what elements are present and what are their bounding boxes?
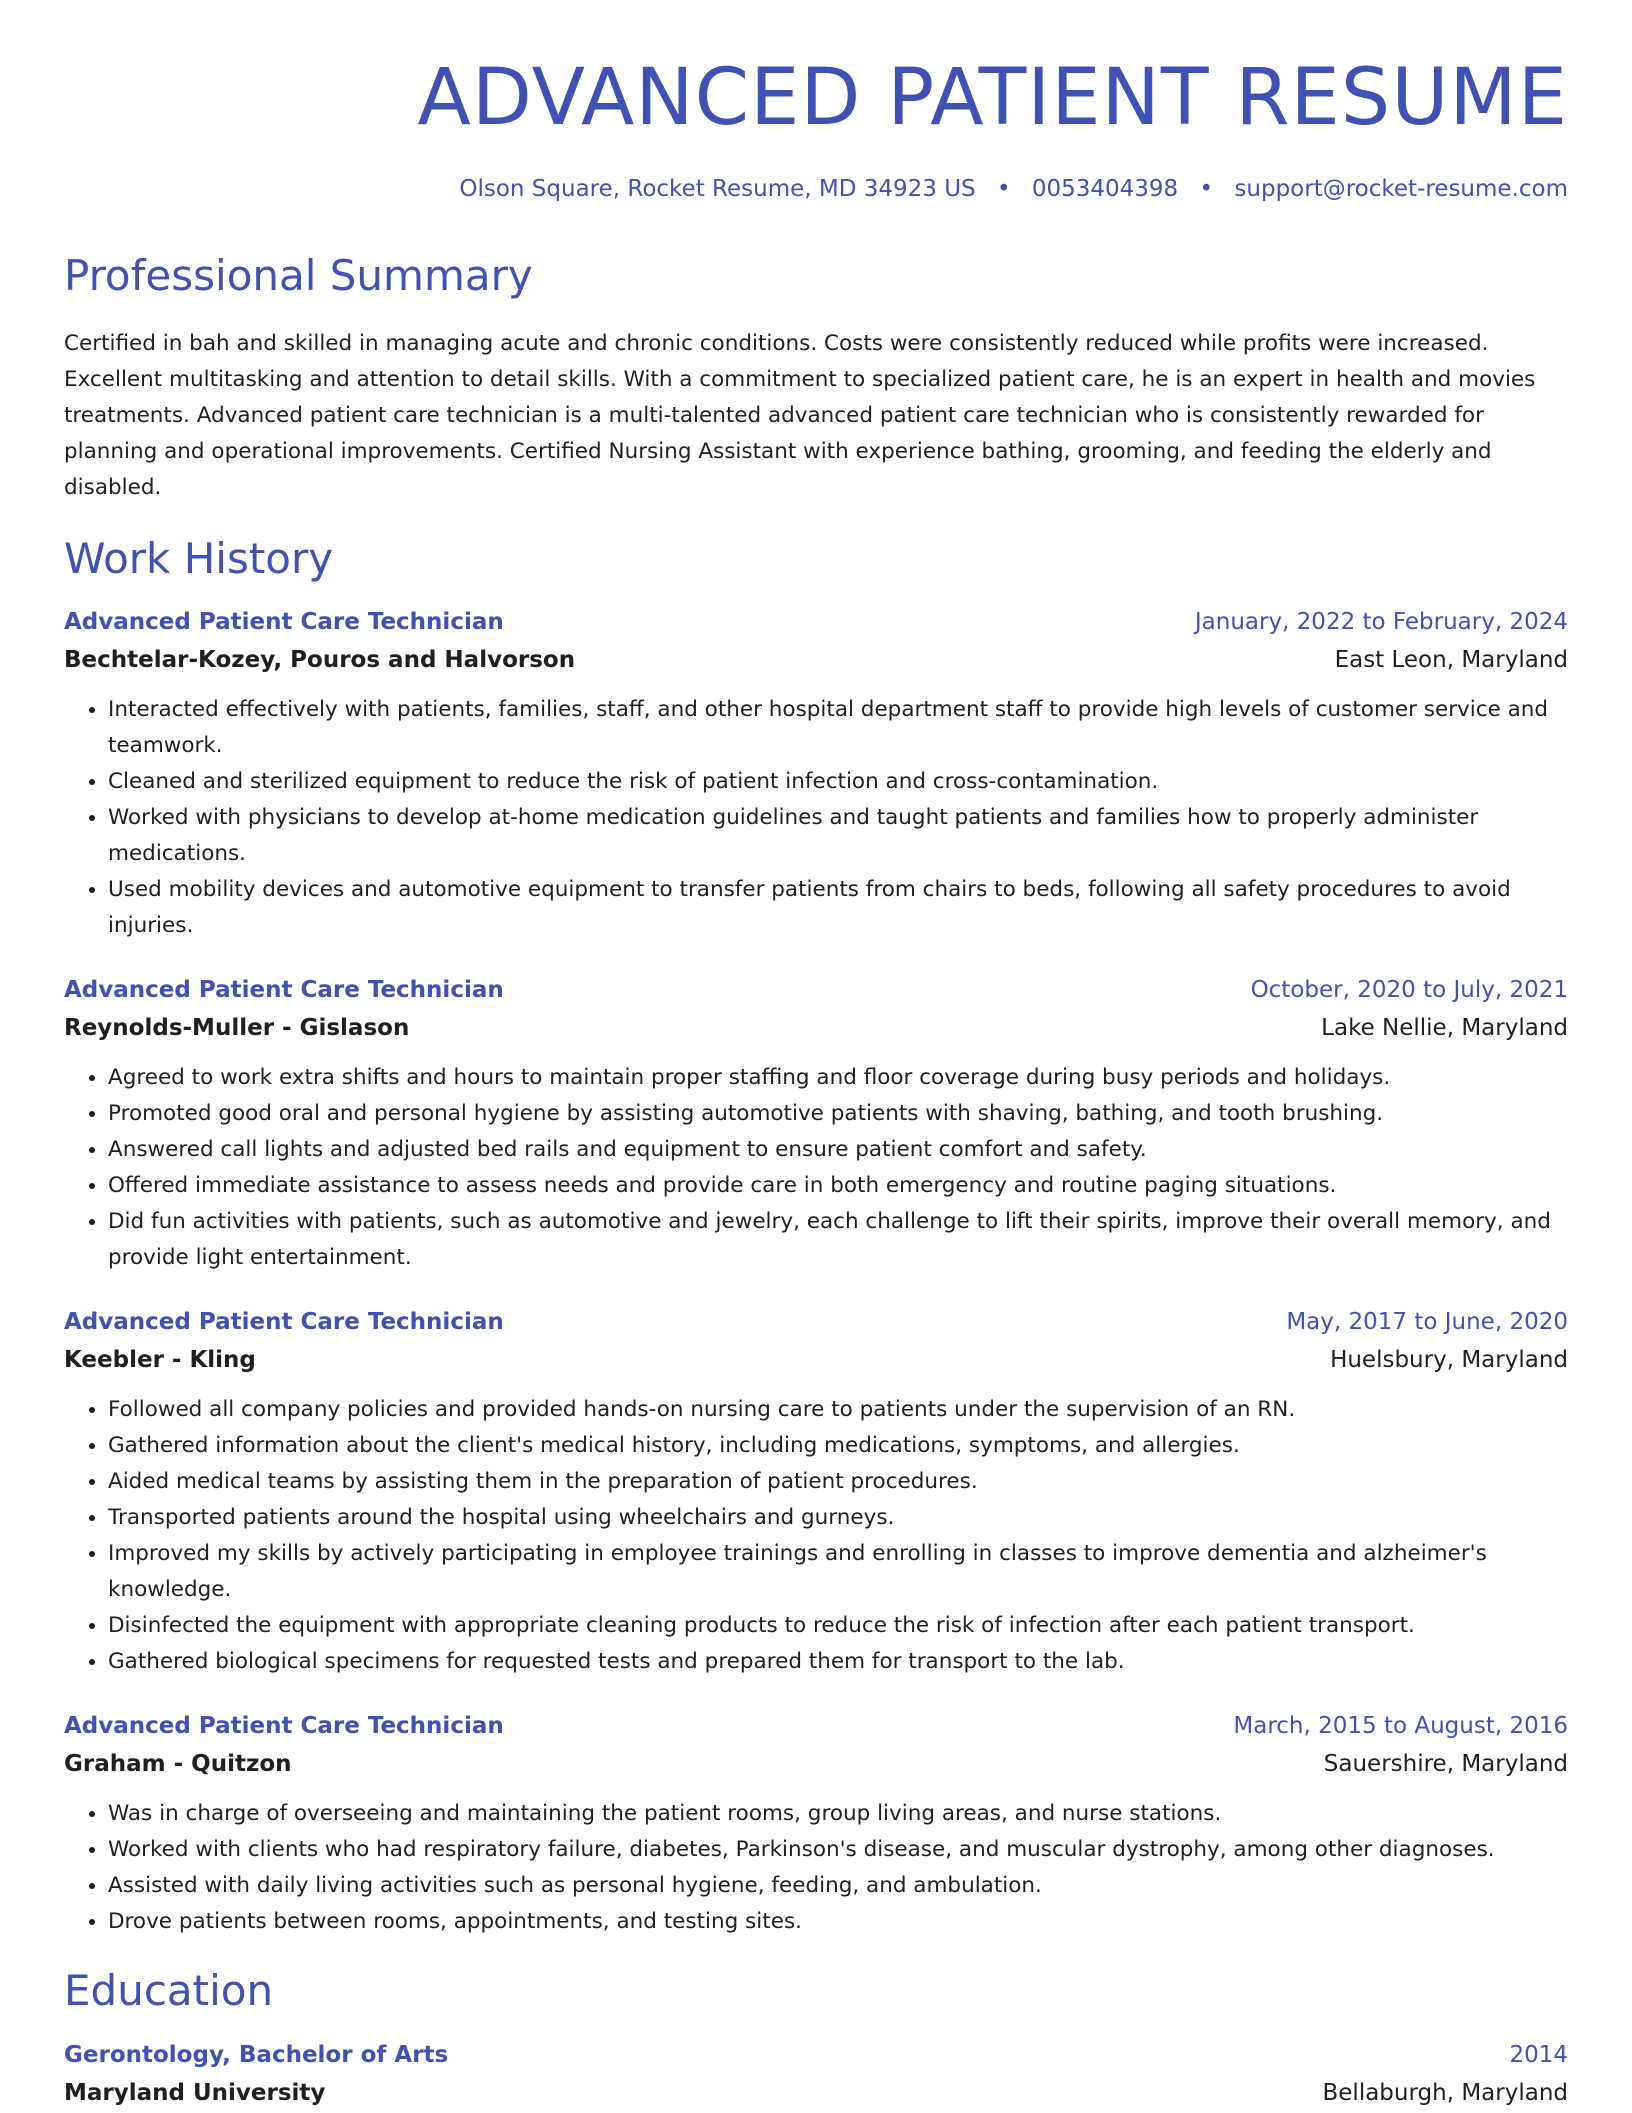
- education-location: Bellaburgh, Maryland: [1322, 2079, 1568, 2106]
- contact-line: [64, 176, 1568, 204]
- job-title-row: [64, 604, 1568, 640]
- job-entry: [64, 1304, 1568, 1680]
- job-company-row: [64, 1340, 1568, 1380]
- job-bullet: • Was in charge of overseeing and maintaining the patient rooms, group living areas, and nurse stations.: [108, 1796, 1568, 1832]
- job-bullet: • Answered call lights and adjusted bed rails and equipment to ensure patient comfort and safety.: [108, 1132, 1568, 1168]
- job-location: Huelsbury, Maryland: [1330, 1347, 1568, 1374]
- job-location: East Leon, Maryland: [1334, 647, 1568, 674]
- job-company: Reynolds-Muller - Gislason: [64, 1015, 410, 1042]
- job-bullet: • Worked with clients who had respiratory failure, diabetes, Parkinson's disease, and muscular dystrophy, among other diagnoses.: [108, 1832, 1568, 1868]
- job-bullet: • Disinfected the equipment with appropriate cleaning products to reduce the risk of infection after each patient transport.: [108, 1608, 1568, 1644]
- job-title-row: [64, 972, 1568, 1008]
- resume-header: [64, 53, 1568, 203]
- job-bullet: • Assisted with daily living activities such as personal hygiene, feeding, and ambulation.: [108, 1868, 1568, 1904]
- job-bullet: • Promoted good oral and personal hygiene by assisting automotive patients with shaving, bathing, and tooth brushing.: [108, 1096, 1568, 1132]
- job-location: Sauershire, Maryland: [1323, 1751, 1568, 1778]
- job-bullet: • Cleaned and sterilized equipment to reduce the risk of patient infection and cross-contamination.: [108, 764, 1568, 800]
- job-entry: [64, 604, 1568, 944]
- job-bullet: • Interacted effectively with patients, families, staff, and other hospital department staff to provide high levels of customer service and teamwork.: [108, 692, 1568, 764]
- contact-separator: •: [1199, 175, 1214, 202]
- education-degree: Gerontology, Bachelor of Arts: [64, 2041, 449, 2068]
- summary-heading: Professional Summary: [64, 251, 533, 301]
- job-dates: March, 2015 to August, 2016: [1233, 1713, 1568, 1740]
- job-bullet: • Used mobility devices and automotive equipment to transfer patients from chairs to beds, following all safety procedures to avoid injuries.: [108, 872, 1568, 944]
- candidate-name: ADVANCED PATIENT RESUME: [417, 53, 1568, 143]
- education-school: Maryland University: [64, 2079, 326, 2106]
- job-company: Keebler - Kling: [64, 1347, 256, 1374]
- contact-email: support@rocket-resume.com: [1234, 175, 1568, 202]
- job-location: Lake Nellie, Maryland: [1321, 1015, 1568, 1042]
- job-entry: [64, 972, 1568, 1276]
- work-history-heading: Work History: [64, 533, 334, 583]
- job-bullet: • Offered immediate assistance to assess needs and provide care in both emergency and routine paging situations.: [108, 1168, 1568, 1204]
- job-bullet: • Aided medical teams by assisting them in the preparation of patient procedures.: [108, 1464, 1568, 1500]
- job-bullet: • Transported patients around the hospital using wheelchairs and gurneys.: [108, 1500, 1568, 1536]
- job-company-row: [64, 1744, 1568, 1784]
- job-bullet: • Worked with physicians to develop at-home medication guidelines and taught patients and families how to properly administer medications.: [108, 800, 1568, 872]
- job-bullet: • Gathered biological specimens for requested tests and prepared them for transport to the lab.: [108, 1644, 1568, 1680]
- job-entry: [64, 1708, 1568, 1940]
- job-title: Advanced Patient Care Technician: [64, 1713, 504, 1740]
- education-heading: Education: [64, 1966, 274, 2016]
- job-bullets: [64, 692, 1568, 944]
- education-entry: [64, 2037, 1568, 2113]
- contact-phone: 0053404398: [1031, 175, 1179, 202]
- job-dates: January, 2022 to February, 2024: [1194, 609, 1568, 636]
- summary-text: Certified in bah and skilled in managing acute and chronic conditions. Costs were consistently reduced while profits were increased. Excellent multitasking and attention to detail skills. With a commitment to specialized patient care, he is an expert in health and movies treatments. Advanced patient care technician is a multi-talented advanced patient care technician who is consistently rewarded for planning and operational improvements. Certified Nursing Assistant with experience bathing, grooming, and feeding the elderly and disabled.: [64, 330, 1536, 500]
- job-company: Bechtelar-Kozey, Pouros and Halvorson: [64, 647, 576, 674]
- job-bullet: • Drove patients between rooms, appointments, and testing sites.: [108, 1904, 1568, 1940]
- job-bullets: [64, 1060, 1568, 1276]
- job-title: Advanced Patient Care Technician: [64, 1309, 504, 1336]
- job-title-row: [64, 1708, 1568, 1744]
- job-bullets: [64, 1392, 1568, 1680]
- education-list: [64, 2037, 1568, 2113]
- job-title-row: [64, 1304, 1568, 1340]
- job-company-row: [64, 640, 1568, 680]
- job-dates: May, 2017 to June, 2020: [1286, 1309, 1568, 1336]
- contact-address: Olson Square, Rocket Resume, MD 34923 US: [459, 175, 976, 202]
- job-dates: October, 2020 to July, 2021: [1250, 977, 1568, 1004]
- job-bullet: • Improved my skills by actively participating in employee trainings and enrolling in classes to improve dementia and alzheimer's knowledge.: [108, 1536, 1568, 1608]
- job-bullet: • Agreed to work extra shifts and hours to maintain proper staffing and floor coverage during busy periods and holidays.: [108, 1060, 1568, 1096]
- job-bullet: • Gathered information about the client's medical history, including medications, symptoms, and allergies.: [108, 1428, 1568, 1464]
- job-company-row: [64, 1008, 1568, 1048]
- job-company: Graham - Quitzon: [64, 1751, 292, 1778]
- education-school-row: [64, 2073, 1568, 2113]
- job-bullets: [64, 1796, 1568, 1940]
- work-history-list: [64, 604, 1568, 1940]
- job-title: Advanced Patient Care Technician: [64, 609, 504, 636]
- job-bullet: • Did fun activities with patients, such as automotive and jewelry, each challenge to lift their spirits, improve their overall memory, and provide light entertainment.: [108, 1204, 1568, 1276]
- contact-separator: •: [996, 175, 1011, 202]
- job-bullet: • Followed all company policies and provided hands-on nursing care to patients under the supervision of an RN.: [108, 1392, 1568, 1428]
- education-year: 2014: [1509, 2041, 1568, 2068]
- job-title: Advanced Patient Care Technician: [64, 977, 504, 1004]
- education-degree-row: [64, 2037, 1568, 2073]
